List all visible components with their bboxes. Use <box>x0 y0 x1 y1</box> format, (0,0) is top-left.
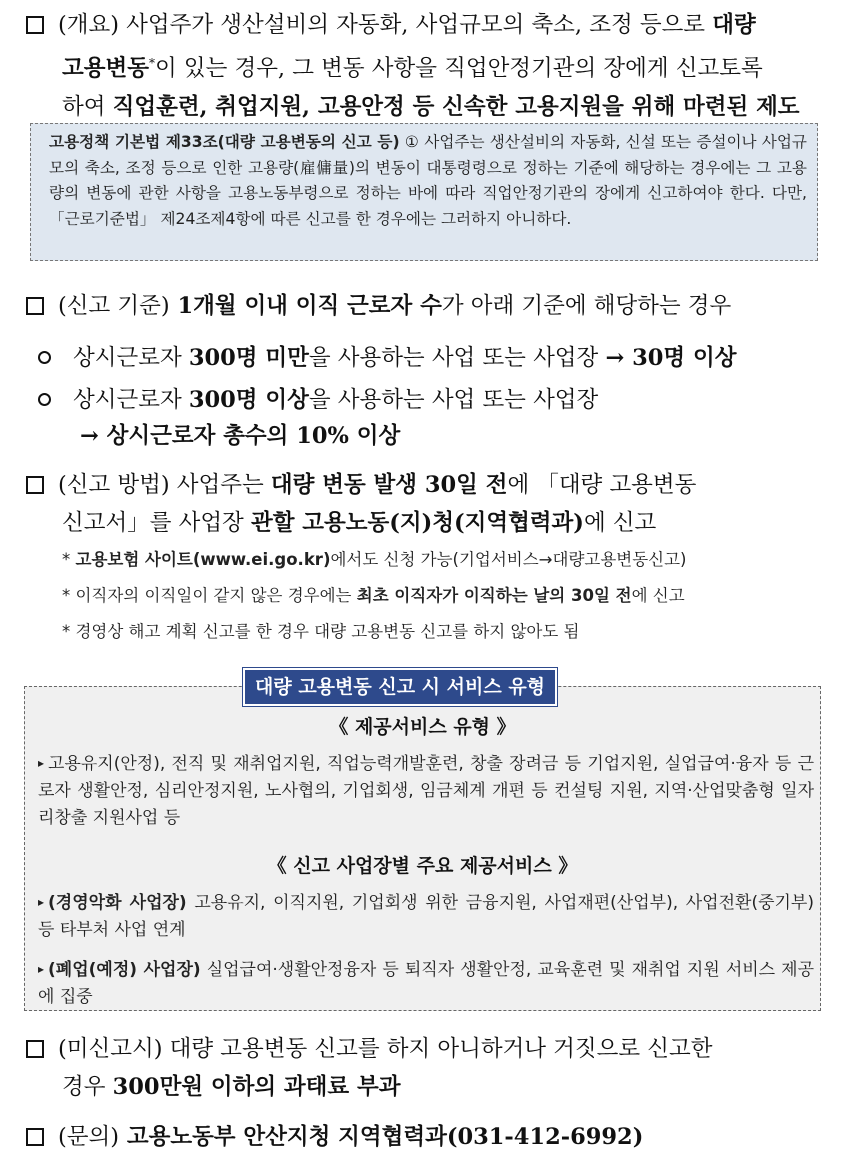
checkbox-icon <box>26 297 44 315</box>
circle-bullet-icon <box>38 351 51 364</box>
overview-section: (개요) 사업주가 생산설비의 자동화, 사업규모의 축소, 조정 등으로 대량 고용변동*이 있는 경우, 그 변동 사항을 직업안정기관의 장에게 신고토록 하여 직업훈련, 취업지원, 고용안정 등 신속한 고용지원을 위해 마련된 제도 <box>26 6 829 126</box>
law-excerpt-box <box>30 123 818 261</box>
method-note: * 경영상 해고 계획 신고를 한 경우 대량 고용변동 신고를 하지 않아도 됨 <box>62 622 580 641</box>
overview-label: (개요) <box>58 12 120 38</box>
contact-section: (문의) 고용노동부 안산지청 지역협력과(031-412-6992) <box>26 1118 829 1156</box>
checkbox-icon <box>26 476 44 494</box>
method-note: * 고용보험 사이트(www.ei.go.kr)에서도 신청 가능(기업서비스→대량고용변동신고) <box>62 550 687 569</box>
criteria-section: (신고 기준) 1개월 이내 이직 근로자 수가 아래 기준에 해당하는 경우 <box>26 287 829 325</box>
triangle-bullet-icon: ▸ <box>38 895 45 909</box>
checkbox-icon <box>26 1040 44 1058</box>
law-text: ① 사업주는 생산설비의 자동화, 신설 또는 증설이나 사업규모의 축소, 조정 등으로 인한 고용량(雇傭量)의 변동이 대통령령으로 정하는 기준에 해당하는 경우에는 그 고용량의 변동에 관한 사항을 고용노동부령으로 정하는 바에 따라 직업안정기관의 장에게 신고하여야 한다. 다만, 「근로기준법」 제24조제4항에 따른 신고를 한 경우에는 그러하지 아니하다. <box>49 133 807 228</box>
criteria-item: 상시근로자 300명 미만을 사용하는 사업 또는 사업장 → 30명 이상 <box>38 339 736 377</box>
law-title: 고용정책 기본법 제33조(대량 고용변동의 신고 등) <box>49 133 400 151</box>
triangle-bullet-icon: ▸ <box>38 756 45 770</box>
method-section: (신고 방법) 사업주는 대량 변동 발생 30일 전에 「대량 고용변동 신고서」를 사업장 관할 고용노동(지)청(지역협력과)에 신고 <box>26 466 829 542</box>
triangle-bullet-icon: ▸ <box>38 962 45 976</box>
method-note: * 이직자의 이직일이 같지 않은 경우에는 최초 이직자가 이직하는 날의 30일 전에 신고 <box>62 586 685 605</box>
services-item-downturn: ▸ (경영악화 사업장) 고용유지, 이직지원, 기업회생 위한 금융지원, 사업재편(산업부), 사업전환(중기부) 등 타부처 사업 연계 <box>38 893 814 940</box>
services-types-text: ▸ 고용유지(안정), 전직 및 재취업지원, 직업능력개발훈련, 창출 장려금 등 기업지원, 실업급여·융자 등 근로자 생활안정, 심리안정지원, 노사협의, 기업회생, 임금체계 개편 등 컨설팅 지원, 지역·산업맞춤형 일자리창출 지원사업 등 <box>38 754 814 828</box>
penalty-section: (미신고시) 대량 고용변동 신고를 하지 아니하거나 거짓으로 신고한 경우 300만원 이하의 과태료 부과 <box>26 1030 829 1106</box>
checkbox-icon <box>26 16 44 34</box>
checkbox-icon <box>26 1128 44 1146</box>
circle-bullet-icon <box>38 393 51 406</box>
criteria-item-result: → 상시근로자 총수의 10% 이상 <box>80 423 401 449</box>
services-title: 대량 고용변동 신고 시 서비스 유형 <box>243 668 557 706</box>
services-heading-types: 《 제공서비스 유형 》 <box>329 716 516 738</box>
services-heading-by-site: 《 신고 사업장별 주요 제공서비스 》 <box>267 855 578 877</box>
criteria-item: 상시근로자 300명 이상을 사용하는 사업 또는 사업장 <box>38 381 598 419</box>
services-item-closure: ▸ (폐업(예정) 사업장) 실업급여·생활안정융자 등 퇴직자 생활안정, 교육훈련 및 재취업 지원 서비스 제공에 집중 <box>38 960 814 1007</box>
